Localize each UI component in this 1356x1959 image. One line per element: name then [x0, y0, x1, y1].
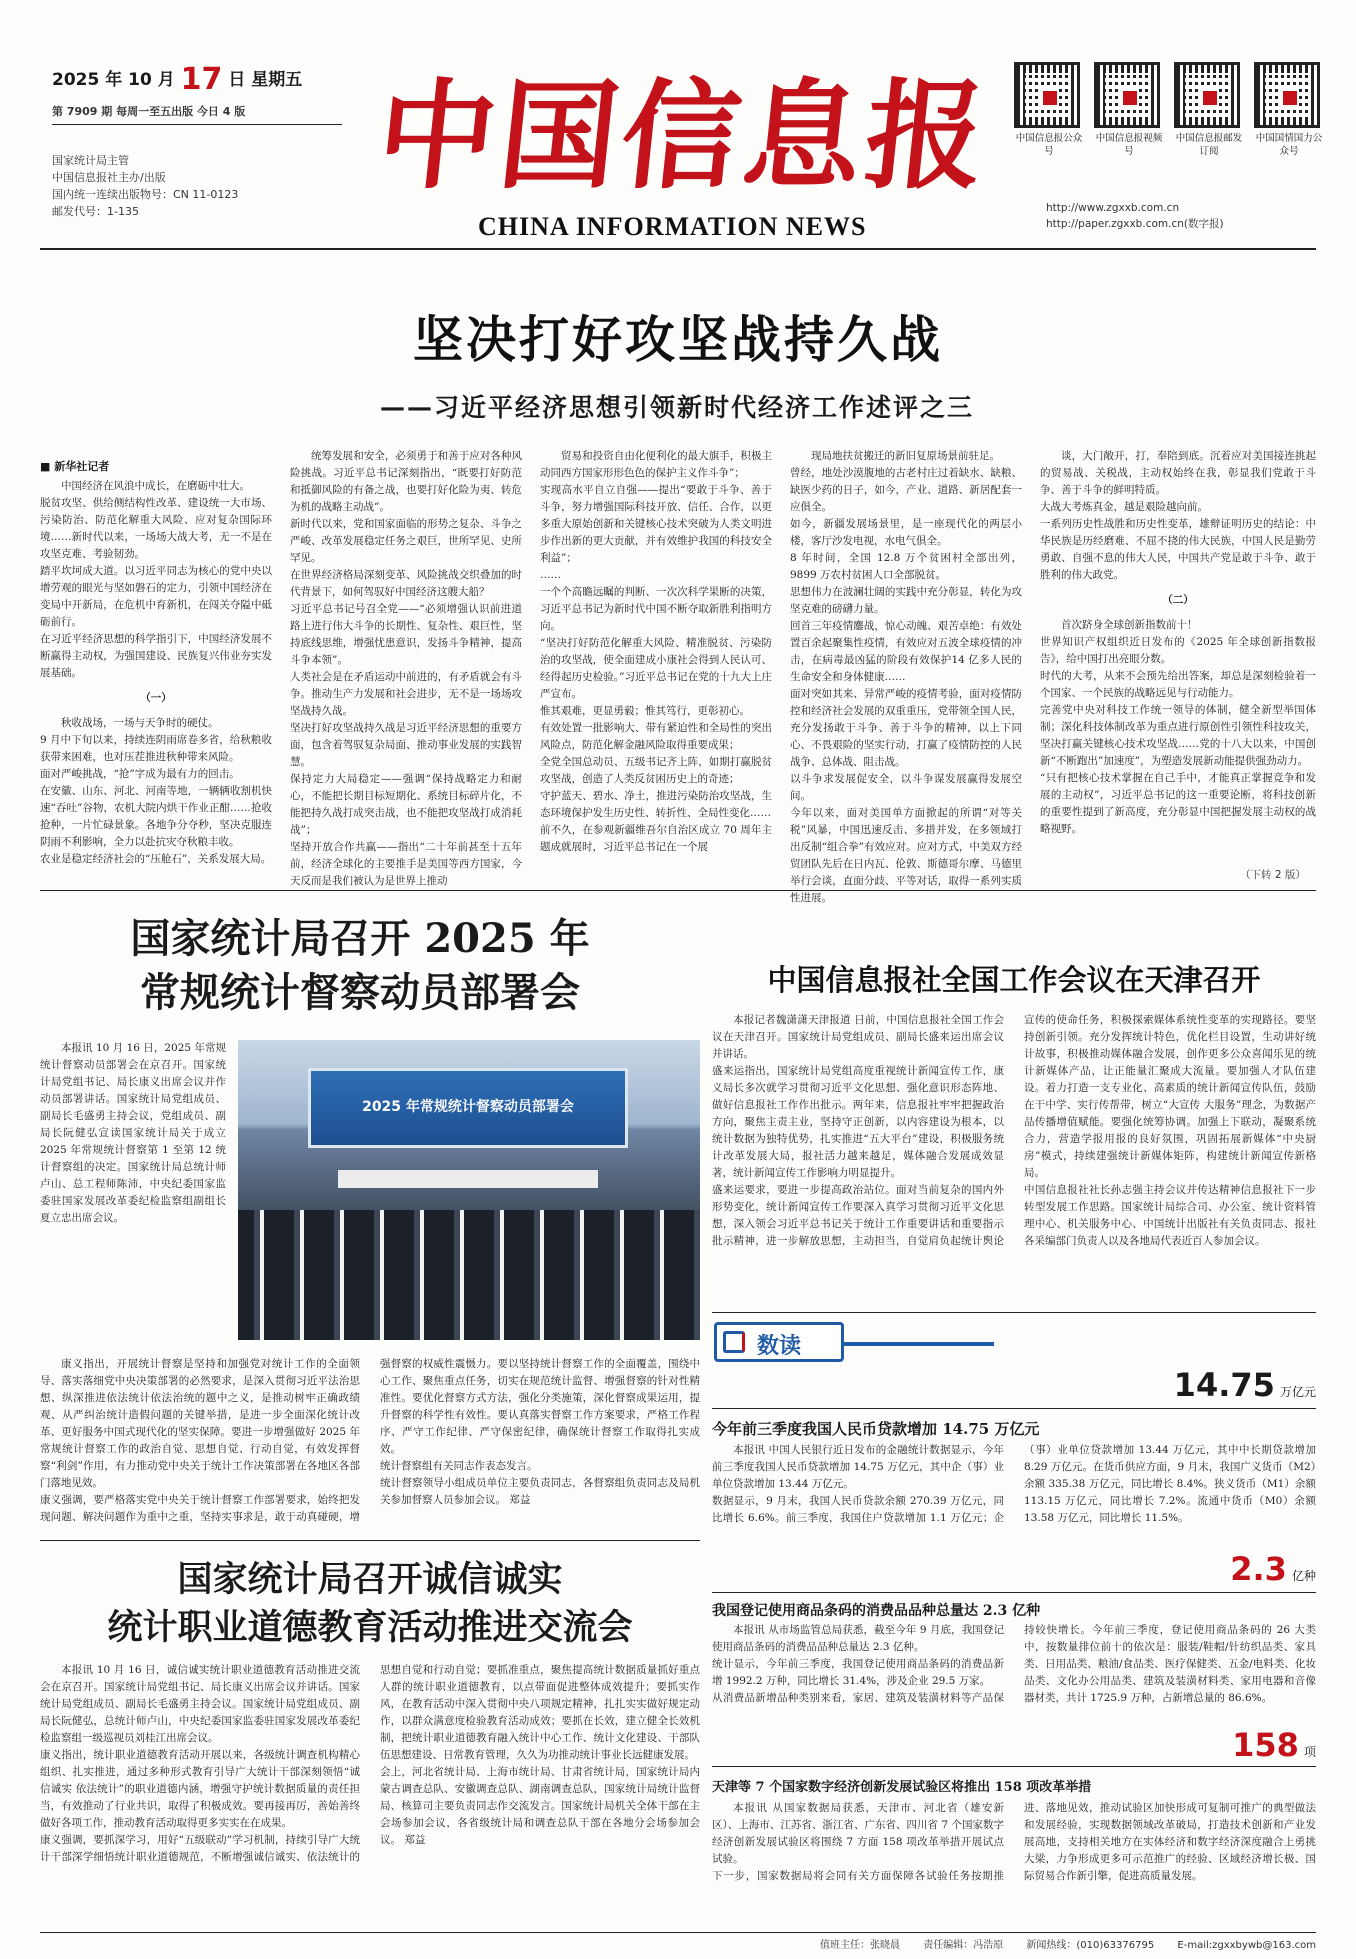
qr-caption: 中国国情国力公众号: [1255, 133, 1323, 157]
stat-number: 2.3: [1230, 1550, 1287, 1588]
website-url[interactable]: http://www.zgxxb.com.cn: [1046, 202, 1180, 214]
website-links: [1046, 200, 1224, 232]
lead-col-2: 统筹发展和安全，必须勇于和善于应对各种风险挑战。习近平总书记深刻指出，“既要打好防范和抵御风险的有备之战，也要打好化险为夷、转危为机的战略主动战”。 新时代以来，党和国家面临的形势之复杂、斗争之严峻、改革发展稳定任务之艰巨，世所罕见、史所罕见。 在世界经济格局深刻变革、风险挑战交织叠加的时代背景下，如何驾驭好中国经济这艘大船？ 习近平总书记号召全党——“必须增强认识前进道路上进行伟大斗争的长期性、复杂性、艰巨性，坚持底线思维，增强忧患意识，发扬斗争精神，提高斗争本领”。 人类社会是在矛盾运动中前进的，有矛盾就会有斗争。推动生产力发展和社会进步，无不是一场场攻坚战持久战。 坚决打好攻坚战持久战是习近平经济思想的重要方面，包含着驾驭复杂局面、推动事业发展的实践智慧。 保持定力大局稳定——强调“保持战略定力和耐心，不能把长期目标短期化、系统目标碎片化，不能把持久战打成突击战，也不能把攻坚战打成消耗战”； 坚持开放合作共赢——指出“二十年前甚至十五年前，经济全球化的主要推手是美国等西方国家，今天反而是我们被认为是世界上推动: [290, 450, 522, 887]
stat-rule: [712, 1766, 1316, 1767]
lead-headline: 坚决打好攻坚战持久战: [413, 311, 943, 369]
headline-line: 国家统计局召开诚信诚实: [177, 1559, 563, 1600]
article2-headline: [40, 1556, 700, 1652]
stat-number: 14.75: [1173, 1366, 1275, 1404]
stat-figure: [1120, 1726, 1316, 1764]
stat-headline: 今年前三季度我国人民币贷款增加 14.75 万亿元: [712, 1420, 1040, 1438]
article3-body: 本报记者魏潇潇天津报道 日前，中国信息报社全国工作会议在天津召开。国家统计局党组成员、副局长盛来运出席会议并讲话。 盛来运指出，国家统计局党组高度重视统计新闻宣传工作，康义局长多次就学习贯彻习近平文化思想、强化意识形态阵地、做好信息报社工作作出批示。两年来，信息报社牢牢把握政治方向，聚焦主责主业，坚持守正创新，以内容建设为根本，以统计数据为独特优势，扎实推进“五大平台”建设，积极服务统计改革发展大局，报社活力越来越足，媒体融合发展成效显著，统计新闻宣传工作影响力明显提升。 盛来运要求，要进一步提高政治站位。面对当前复杂的国内外形势变化，统计新闻宣传工作要深入真学习贯彻习近平文化思想，深入领会习近平总书记关于统计工作重要讲话和重要指示批示精神，进一步解放思想，主动担当，自觉肩负起统计舆论宣传的使命任务，积极探索媒体系统性变革的实现路径。要坚持创新引领。充分发挥统计特色，优化栏目设置，生动讲好统计故事，积极推动媒体融合发展，创作更多公众喜闻乐见的统计新媒体产品，让正能量汇聚成大流量。要加强人才队伍建设。着力打造一支专业化、高素质的统计新闻宣传队伍，鼓励在干中学、实行传帮带，树立“大宣传 大服务”理念，为数据产品传播增值赋能。要强化统筹协调。加强上下联动，凝聚系统合力，营造学报用报的良好氛围，巩固拓展新媒体“中央厨房”模式，持续建强统计新媒体矩阵，构建统计新闻宣传新格局。 中国信息报社社长孙志强主持会议并传达精神信息报社下一步转型发展工作思路。国家统计局综合司、办公室、统计资料管理中心、机关服务中心、中国统计出版社有关负责同志、报社各采编部门负责人以及各地局代表近百人参加会议。: [712, 1014, 1316, 1247]
date-day: 17: [180, 62, 223, 97]
article2-body: 本报讯 10 月 16 日，诚信诚实统计职业道德教育活动推进交流会在京召开。国家统计局党组书记、局长康义出席会议并讲话。国家统计局党组成员、副局长毛盛勇主持会议。国家统计局党组成员、副局长阮健弘，总统计师卢山，中央纪委国家监委驻国家发展改革委纪检监察组一级巡视员刘桂江出席会议。 康义指出，统计职业道德教育活动开展以来，各级统计调查机构精心组织、扎实推进，通过多种形式教育引导广大统计干部深刻领悟“诚信诚实 依法统计”的职业道德内涵，增强守护统计数据质量的责任担当，有效推动了行业共识，取得了积极成效。要再接再厉，善始善终做好各项工作，推动教育活动取得更多实实在在成果。 康义强调，要抓深学习，用好“五级联动”学习机制，持续引导广大统计干部深学细悟统计职业道德规范，不断增强诚信诚实、依法统计的思想自觉和行动自觉；要抓准重点，聚焦提高统计数据质量抓好重点人群的统计职业道德教育，以点带面促进整体成效提升；要抓实作风，在教育活动中深入贯彻中央八项规定精神，扎扎实实做好规定动作，以群众满意度检验教育活动成效；要抓在长效，建立健全长效机制，把统计职业道德教育融入统计中心工作、统计文化建设、干部队伍思想建设、日常教育管理，久久为功推动统计事业长远健康发展。 会上，河北省统计局、上海市统计局、甘肃省统计局，国家统计局内蒙古调查总队、安徽调查总队、湖南调查总队，国家统计局统计监督局、核算司主要负责同志作交流发言。国家统计局机关全体干部在主会场参加会议，各省级统计局和调查总队干部在各地分会场参加会议。 郑益: [40, 1664, 700, 1863]
qr-code-icon: [1174, 62, 1240, 128]
qr-code[interactable]: [1254, 62, 1324, 158]
section-number: （二）: [1162, 594, 1194, 606]
continued-note: （下转 2 版）: [1240, 869, 1306, 881]
data-read-icon: [723, 1331, 745, 1353]
publisher: 中国信息报社主办/出版: [52, 171, 166, 184]
footer-editor: 值班主任：张晓晨: [820, 1940, 900, 1951]
lead-text-block: 中国经济在风浪中成长，在磨砺中壮大。 脱贫攻坚、供给侧结构性改革、建设统一大市场、污染防治、防范化解重大风险、应对复杂国际环境……新时代以来，一场场大战大考，无一不是在攻坚克难、考验韧劲。 踏平坎坷成大道。以习近平同志为核心的党中央以增劳观的眼光与坚如磐石的定力，引领中国经济在变局中开新局，在危机中育新机，在闯关夺隘中砥砺前行。 在习近平经济思想的科学指引下，中国经济发展不断赢得主动权，为强国建设、民族复兴伟业夯实发展基础。: [40, 480, 272, 679]
masthead-bottom-rule: [40, 248, 1316, 250]
stat-rule: [712, 1592, 1316, 1593]
qr-code[interactable]: [1174, 62, 1244, 158]
screen-banner-text: 2025 年常规统计督察动员部署会: [362, 1099, 574, 1115]
lead-subhead: ——习近平经济思想引领新时代经济工作述评之三: [380, 393, 975, 422]
lead-col-4: 现局地扶贫搬迁的新旧复原场景前驻足。 曾经，地处沙漠腹地的古老村庄过着缺水、缺粮、缺医少药的日子，如今，产业、道路、新居配套一应俱全。 如今，新疆发展场景里，是一座现代化的两层小楼，客厅沙发电视，水电气俱全。 8 年时间，全国 12.8 万个贫困村全部出列，9899 万农村贫困人口全部脱贫。 思想伟力在波澜壮阔的实践中充分彰显，转化为攻坚克难的磅礴力量。 回首三年疫情鏖战，惊心动魄、艰苦卓绝：有效处置百余起聚集性疫情，有效应对五波全球疫情的冲击，在病毒最凶猛的阶段有效保护14 亿多人民的生命安全和身体健康…… 面对突如其来、异常严峻的疫情考验，面对疫情防控和经济社会发展的双重重压，党带领全国人民，充分发扬敢于斗争、善于斗争的精神，以上下同心、不畏艰险的坚实行动，打赢了疫情防控的人民战争、总体战、阻击战。 以斗争求发展促安全，以斗争谋发展赢得发展空间。 今年以来，面对美国单方面掀起的所谓“对等关税”风暴，中国迅速反击、多措并发，在多领域打出反制“组合拳”有效应对。应对方式，中美双方经贸团队先后在日内瓦、伦敦、斯德哥尔摩、马德里举行会谈，直面分歧、平等对话，取得一系列实质性进展。: [790, 450, 1022, 904]
qr-code-icon: [1254, 62, 1320, 128]
lead-col-5: [1040, 448, 1316, 868]
qr-caption: 中国信息报公众号: [1015, 133, 1083, 157]
qr-code-icon: [1014, 62, 1080, 128]
article3-bottom-rule: [712, 1312, 1316, 1313]
footer-hotline: 新闻热线：(010)63376795: [1026, 1940, 1155, 1951]
issue-number: 第 7909 期 每周一至五出版 今日 4 版: [52, 105, 246, 118]
masthead-divider: [52, 124, 342, 125]
stat-unit: 万亿元: [1279, 1385, 1316, 1399]
section-number: （一）: [140, 692, 172, 704]
newspaper-title: 中国信息报: [370, 66, 996, 205]
stat-body: 本报讯 从国家数据局获悉，天津市、河北省（雄安新区）、上海市、江苏省、浙江省、广东省、四川省 7 个国家数字经济创新发展试验区将围绕 7 方面 158 项改革举措开展试点试验。 下一步，国家数据局将会同有关方面保障各试验任务按期推进、落地见效，推动试验区加快形成可复制可推广的典型做法和发展经验，实现数据领域改革破局，打造技术创新和产业发展高地，支持相关地方在实体经济和数字经济深度融合上勇挑大梁，力争形成更多可示范推广的经验、区域经济增长极、国际贸易合作新引擎，促进高质量发展。: [712, 1802, 1316, 1882]
qr-caption: 中国信息报视频号: [1095, 133, 1163, 157]
sponsor: 国家统计局主管: [52, 154, 129, 167]
stat-headline: 我国登记使用商品条码的消费品品种总量达 2.3 亿种: [712, 1603, 1041, 1619]
lead-col-1: [40, 478, 272, 878]
lead-text-block: 秋收战场，一场与天争时的硬仗。 9 月中下旬以来，持续连阴雨席卷多省，给秋粮收获带来困难，也对压茬推进秋种带来风险。 面对严峻挑战，“抢”字成为最有力的回击。 在安徽、山东、河北、河南等地，一辆辆收割机快速“吞吐”谷物，农机大院内烘干作业正酣……抢收抢种，一片忙碌景象。各地争分夺秒，坚决克服连阴雨不利影响，全力以赴抗灾夺秋粮丰收。 农业是稳定经济社会的“压舱石”，关系发展大局。: [40, 717, 272, 865]
date-month: 2025 年 10 月: [52, 70, 175, 90]
sidebar-logo-bar: [844, 1342, 994, 1346]
qr-code-icon: [1094, 62, 1160, 128]
headline-line: 国家统计局召开 2025 年: [130, 915, 590, 962]
sponsor-info: [52, 152, 238, 220]
article3-headline: 中国信息报社全国工作会议在天津召开: [767, 963, 1261, 997]
stat-number: 158: [1232, 1726, 1299, 1764]
article1-lead-paragraph: 本报讯 10 月 16 日，2025 年常规统计督察动员部署会在京召开。国家统计局党组书记、局长康义出席会议并作动员部署讲话。国家统计局党组成员、副局长毛盛勇主持会议，党组成员、副局长阮健弘宣读国家统计局关于成立 2025 年常规统计督察第 1 至第 12 统计督察组的决定。国家统计局总统计师卢山、总工程师陈沛，中央纪委国家监委驻国家发展改革委纪检监察组副组长夏立忠出席会议。: [40, 1042, 226, 1224]
date-weekday: 日 星期五: [228, 70, 303, 90]
headline-line: 统计职业道德教育活动推进交流会: [107, 1607, 633, 1648]
lead-text-block: 谈，大门敞开，打，奉陪到底。沉着应对美国接连挑起的贸易战、关税战，主动权始终在我，彰显我们党敢于斗争、善于斗争的鲜明特质。 大战大考炼真金，越是艰险越向前。 一系列历史性战胜和历史性变革，雄辩证明历史的结论：中华民族是历经磨难、不屈不挠的伟大民族，中国人民是勤劳勇敢、自强不息的伟大人民，中国共产党是敢于斗争、敢于胜利的伟大政党。: [1040, 450, 1316, 581]
stat-rule: [712, 1408, 1316, 1409]
qr-code[interactable]: [1094, 62, 1164, 158]
audience-area: [238, 1210, 700, 1340]
stat-headline: 天津等 7 个国家数字经济创新发展试验区将推出 158 项改革举措: [712, 1780, 1092, 1795]
stat-unit: 亿种: [1291, 1569, 1316, 1583]
article1-bottom-rule: [40, 1540, 700, 1541]
sidebar-logo-text: 数读: [757, 1334, 802, 1359]
digital-paper-url[interactable]: http://paper.zgxxb.com.cn(数字报): [1046, 218, 1224, 230]
footer: [820, 1938, 1316, 1953]
stat-unit: 项: [1303, 1745, 1316, 1759]
footer-email[interactable]: E-mail:zgxxbywb@163.com: [1177, 1940, 1316, 1951]
stat-figure: [1120, 1550, 1316, 1588]
lead-byline: ■ 新华社记者: [40, 460, 110, 473]
headline-line: 常规统计督察动员部署会: [140, 969, 580, 1016]
lead-bottom-rule: [40, 890, 1316, 891]
qr-caption: 中国信息报邮发订阅: [1175, 133, 1243, 157]
cn-code: 国内统一连续出版物号：CN 11-0123: [52, 188, 239, 201]
postal-code: 邮发代号：1-135: [52, 205, 139, 218]
footer-designer: 责任编辑：冯浩原: [923, 1940, 1004, 1951]
qr-code-group: [1014, 62, 1334, 158]
stage-table: [338, 1170, 598, 1188]
lead-text-block: 首次跻身全球创新指数前十！ 世界知识产权组织近日发布的《2025 年全球创新指数报告》，给中国打出亮眼分数。 时代的大考，从来不会预先给出答案，却总是深刻检验着一个国家、一个民族的战略远见与行动能力。 完善党中央对科技工作统一领导的体制，健全新型举国体制；深化科技体制改革为重点进行原创性引领性科技攻关，坚决打赢关键核心技术攻坚战……党的十八大以来，中国创新“不断跑出”加速度”，为塑造发展新动能提供强劲动力。 “只有把核心技术掌握在自己手中，才能真正掌握竞争和发展的主动权”，习近平总书记的这一重要论断，将科技创新的重要性提到了新高度，充分彰显中国把握发展主动权的战略视野。: [1040, 619, 1316, 835]
article1-photo: [238, 1040, 700, 1340]
stat-body: 本报讯 从市场监管总局获悉，截至今年 9 月底，我国登记使用商品条码的消费品品种总量达 2.3 亿种。 统计显示，今年前三季度，我国登记使用商品条码的消费品新增 1992.2 万种，同比增长 31.4%，涉及企业 29.5 万家。 从消费品新增品种类别来看，家居、建筑及装潢材料等产品保持较快增长。今年前三季度，登记使用商品条码的 26 大类中，按数量排位前十的依次是：服装/鞋帽/针纺织品类、家具类、日用品类、粮油/食品类、医疗保健类、五金/电料类、化妆品类、文化办公用品类、建筑及装潢材料类、家用电器和音像器材类，共计 1725.9 万种，占新增总量的 86.6%。: [712, 1624, 1316, 1704]
qr-code[interactable]: [1014, 62, 1084, 158]
issue-date: [52, 62, 302, 97]
sidebar-logo: [714, 1322, 844, 1362]
footer-rule: [40, 1932, 1316, 1933]
stat-body: 本报讯 中国人民银行近日发布的金融统计数据显示，今年前三季度我国人民币贷款增加 14.75 万亿元，其中企（事）业单位贷款增加 13.44 万亿元。 数据显示，9 月末，我国人民币贷款余额 270.39 万亿元，同比增长 6.6%。前三季度，我国住户贷款增加 1.1 万亿元；企（事）业单位贷款增加 13.44 万亿元，其中中长期贷款增加 8.29 万亿元。在货币供应方面，9 月末，我国广义货币（M2）余额 335.38 万亿元，同比增长 8.4%。狭义货币（M1）余额 113.15 万亿元，同比增长 7.2%。流通中货币（M0）余额 13.58 万亿元，同比增长 11.5%。: [712, 1444, 1316, 1524]
article1-body: 康义指出，开展统计督察是坚持和加强党对统计工作的全面领导、落实落细党中央决策部署的必然要求，是深入贯彻习近平法治思想、纵深推进依法统计依法治统的题中之义，是推动树牢正确政绩观、从严纠治统计造假问题的关键举措，是进一步全面深化统计改革、更好服务中国式现代化的坚实保障。要进一步增强做好 2025 年常规统计督察工作的政治自觉、思想自觉、行动自觉，有效发挥督察“利剑”作用，有力推动党中央关于统计工作决策部署在各地区各部门落地见效。 康义强调，要严格落实党中央关于统计督察工作部署要求，始终把发现问题、解决问题作为重中之重，坚持实事求是，敢于动真碰硬，增强督察的权威性震慑力。要以坚持统计督察工作的全面覆盖，围绕中心工作、聚焦重点任务，切实在规范统计监督、增强督察的针对性精准性。要优化督察方式方法，强化分类施策，深化督察成果运用，提升督察的科学性有效性。要认真落实督察工作方案要求，严格工作程序、严守工作纪律、严守保密纪律，确保统计督察工作取得扎实成效。 统计督察组有关同志作表态发言。 统计督察领导小组成员单位主要负责同志，各督察组负责同志及局机关参加督察人员参加会议。 郑益: [40, 1358, 700, 1523]
article1-headline: [80, 912, 640, 1020]
stat-figure: [1120, 1366, 1316, 1404]
newspaper-title-en: CHINA INFORMATION NEWS: [478, 212, 867, 241]
lead-col-3: 贸易和投资自由化便利化的最大旗手，积极主动同西方国家形形色色的保护主义作斗争”； 实现高水平自立自强——提出“要敢于斗争、善于斗争，努力增强国际科技开放、信任、合作，以更多重大原始创新和关键核心技术突破为人类文明进步作出新的更大贡献，并有效维护我国的科技安全利益”； …… 一个个高瞻远瞩的判断、一次次科学果断的决策，习近平总书记为新时代中国不断夺取新胜利指明方向。 “坚决打好防范化解重大风险、精准脱贫、污染防治的攻坚战，使全面建成小康社会得到人民认可、经得起历史检验。”习近平总书记在党的十九大上庄严宣布。 惟其艰难，更显勇毅；惟其笃行，更彰初心。 有效处置一批影响大、带有紧迫性和全局性的突出风险点，防范化解金融风险取得重要成果； 全党全国总动员、五级书记齐上阵，如期打赢脱贫攻坚战，创造了人类反贫困历史上的奇迹； 守护蓝天、碧水、净土，推进污染防治攻坚战，生态环境保护发生历史性、转折性、全局性变化…… 前不久，在参观新疆维吾尔自治区成立 70 周年主题成就展时，习近平总书记在一个展: [540, 450, 772, 853]
masthead: [0, 0, 1356, 330]
